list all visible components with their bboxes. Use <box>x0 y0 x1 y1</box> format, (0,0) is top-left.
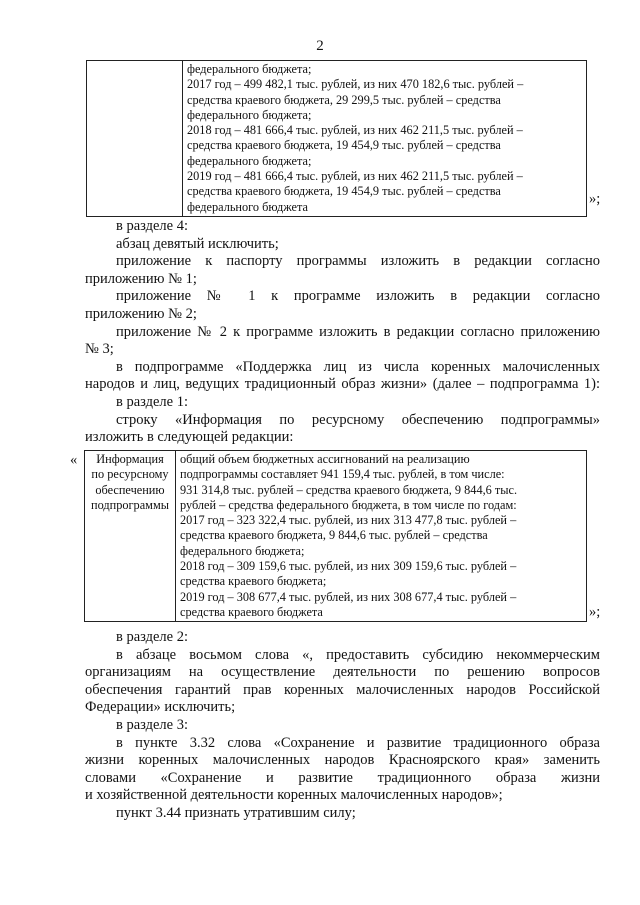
paragraph: пункт 3.44 признать утратившим силу; <box>116 804 356 821</box>
table-line: рублей – средства федерального бюджета, в том числе по годам: <box>180 497 517 512</box>
paragraph-cont: народов и лиц, ведущих традиционный образ жизни» (далее – подпрограмма 1): <box>85 376 600 393</box>
table-line: средства краевого бюджета; <box>180 574 327 589</box>
table-line: средства краевого бюджета, 19 454,9 тыс. рублей – средства <box>187 138 501 153</box>
table-line: 2019 год – 308 677,4 тыс. рублей, из них 308 677,4 тыс. рублей – <box>180 589 517 604</box>
opening-quote: « <box>70 452 78 468</box>
label-line: по ресурсному <box>91 467 169 482</box>
label-line: подпрограммы <box>91 497 169 512</box>
table-value-cell <box>183 61 587 217</box>
table-line: федерального бюджета; <box>187 62 312 76</box>
closing-quote: »; <box>589 191 601 207</box>
label-line: Информация <box>96 452 164 466</box>
paragraph-cont: изложить в следующей редакции: <box>85 429 294 446</box>
table-line: средства краевого бюджета, 9 844,6 тыс. рублей – средства <box>180 528 488 543</box>
paragraph-cont: обеспечения гарантий прав коренных малочисленных народов Российской <box>85 681 600 698</box>
table-line: общий объем бюджетных ассигнований на реализацию <box>180 452 470 466</box>
table-line: средства краевого бюджета, 19 454,9 тыс. рублей – средства <box>187 184 501 199</box>
body-block-1 <box>85 218 600 447</box>
table-line: 2019 год – 481 666,4 тыс. рублей, из них 462 211,5 тыс. рублей – <box>187 169 523 184</box>
table-label-cell <box>87 61 183 217</box>
table-line: средства краевого бюджета, 29 299,5 тыс. рублей – средства <box>187 92 501 107</box>
body-block-2 <box>85 629 600 823</box>
table-line: 2017 год – 499 482,1 тыс. рублей, из них 470 182,6 тыс. рублей – <box>187 77 524 92</box>
closing-quote: »; <box>589 604 601 620</box>
paragraph: в разделе 1: <box>116 393 189 410</box>
paragraph: строку «Информация по ресурсному обеспечению подпрограммы» <box>116 411 600 428</box>
table-line: федерального бюджета; <box>180 543 305 558</box>
paragraph: в разделе 2: <box>116 629 189 645</box>
label-line: обеспечению <box>95 482 165 497</box>
paragraph-cont: приложению № 1; <box>85 270 197 287</box>
paragraph-cont: № 3; <box>85 341 114 358</box>
paragraph: в пункте 3.32 слова «Сохранение и развитие традиционного образа <box>116 734 600 751</box>
table-line: федерального бюджета; <box>187 107 312 122</box>
paragraph: в абзаце восьмом слова «, предоставить субсидию некоммерческим <box>116 646 600 663</box>
resource-table-continued <box>86 60 587 217</box>
paragraph-cont: жизни коренных малочисленных народов Красноярского края» заменить <box>85 752 600 769</box>
table-line: федерального бюджета; <box>187 153 312 168</box>
paragraph: в разделе 4: <box>116 218 189 234</box>
table-line: средства краевого бюджета <box>180 604 323 619</box>
paragraph: в подпрограмме «Поддержка лиц из числа коренных малочисленных <box>116 358 600 375</box>
paragraph: приложение к паспорту программы изложить в редакции согласно <box>116 253 600 270</box>
paragraph: приложение № 2 к программе изложить в редакции согласно приложению <box>116 323 600 340</box>
paragraph-cont: организациям на осуществление деятельности по решению вопросов <box>85 664 600 681</box>
page-number: 2 <box>316 38 324 54</box>
paragraph-cont: словами «Сохранение и развитие традиционного образа жизни <box>85 769 600 786</box>
resource-table <box>84 450 587 622</box>
table-line: 2017 год – 323 322,4 тыс. рублей, из них 313 477,8 тыс. рублей – <box>180 513 517 528</box>
table-line: 931 314,8 тыс. рублей – средства краевого бюджета, 9 844,6 тыс. <box>180 482 518 497</box>
paragraph-cont: Федерации» исключить; <box>85 699 236 716</box>
table-line: федерального бюджета <box>187 199 308 214</box>
paragraph: абзац девятый исключить; <box>116 235 279 252</box>
paragraph: в разделе 3: <box>116 716 189 733</box>
paragraph: приложение № 1 к программе изложить в редакции согласно <box>116 288 600 305</box>
table-value-cell <box>176 451 587 622</box>
table-line: 2018 год – 481 666,4 тыс. рублей, из них 462 211,5 тыс. рублей – <box>187 123 523 138</box>
table-label-cell <box>85 451 176 622</box>
table-line: подпрограммы составляет 941 159,4 тыс. рублей, в том числе: <box>180 467 505 482</box>
paragraph-cont: и хозяйственной деятельности коренных малочисленных народов»; <box>85 787 503 804</box>
table-line: 2018 год – 309 159,6 тыс. рублей, из них 309 159,6 тыс. рублей – <box>180 559 517 574</box>
paragraph-cont: приложению № 2; <box>85 305 197 322</box>
